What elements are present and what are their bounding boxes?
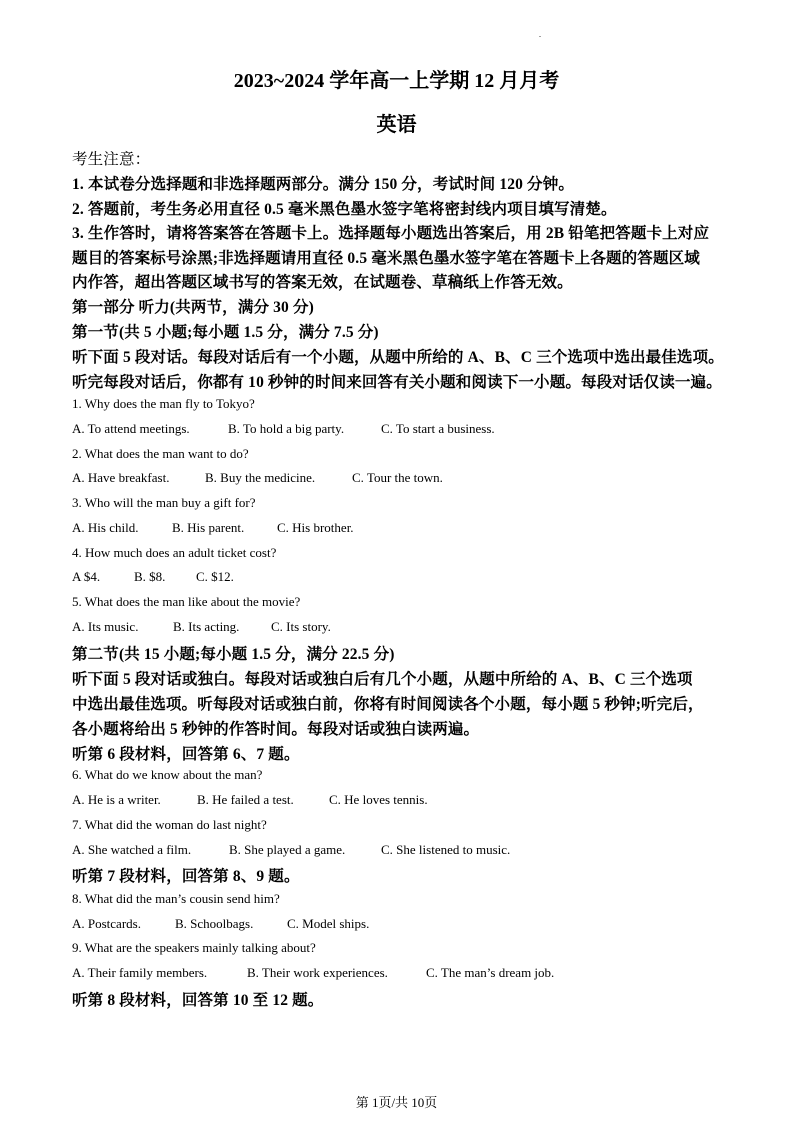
q7-option-a: A. She watched a film.: [72, 842, 192, 857]
section2-heading: 第二节(共 15 小题;每小题 1.5 分，满分 22.5 分): [72, 646, 395, 663]
page-footer: 第 1页/共 10页: [355, 1095, 438, 1110]
q2-option-a: A. Have breakfast.: [72, 470, 170, 485]
question-6: 6. What do we know about the man?: [72, 767, 263, 782]
notice-item-1: 1. 本试卷分选择题和非选择题两部分。满分 150 分，考试时间 120 分钟。: [72, 176, 575, 193]
section2-instructions-line-3: 各小题将给出 5 秒钟的作答时间。每段对话或独白读两遍。: [72, 721, 480, 738]
corner-dot: .: [539, 30, 541, 39]
question-8: 8. What did the man’s cousin send him?: [72, 891, 280, 906]
section1-instructions-line-1: 听下面 5 段对话。每段对话后有一个小题，从题中所给的 A、B、C 三个选项中选出最佳选项。: [72, 349, 724, 366]
q7-option-b: B. She played a game.: [229, 842, 346, 857]
part1-heading: 第一部分 听力(共两节，满分 30 分): [72, 299, 314, 316]
notice-heading: 考生注意：: [72, 151, 151, 168]
question-3: 3. Who will the man buy a gift for?: [72, 495, 256, 510]
q9-option-c: C. The man’s dream job.: [426, 965, 555, 980]
q6-option-b: B. He failed a test.: [197, 792, 294, 807]
section2-instructions-line-2: 中选出最佳选项。听每段对话或独白前，你将有时间阅读各个小题，每小题 5 秒钟;听完后，: [72, 696, 704, 713]
notice-item-3-line-1: 3. 生作答时，请将答案答在答题卡上。选择题每小题选出答案后，用 2B 铅笔把答题卡上对应: [72, 225, 710, 242]
material-8-heading: 听第 8 段材料，回答第 10 至 12 题。: [72, 992, 324, 1009]
notice-item-3-line-2: 题目的答案标号涂黑;非选择题请用直径 0.5 毫米黑色墨水签字笔在答题卡上各题的答题区域: [72, 250, 700, 267]
exam-title: 2023~2024 学年高一上学期 12 月月考: [233, 70, 560, 92]
q8-option-a: A. Postcards.: [72, 916, 141, 931]
section1-instructions-line-2: 听完每段对话后，你都有 10 秒钟的时间来回答有关小题和阅读下一小题。每段对话仅读一遍。: [72, 374, 722, 391]
q3-option-a: A. His child.: [72, 520, 139, 535]
q6-option-c: C. He loves tennis.: [329, 792, 428, 807]
q2-option-b: B. Buy the medicine.: [205, 470, 316, 485]
q6-option-a: A. He is a writer.: [72, 792, 161, 807]
notice-item-3-line-3: 内作答，超出答题区域书写的答案无效，在试题卷、草稿纸上作答无效。: [72, 274, 573, 291]
subject-title: 英语: [376, 114, 417, 136]
q1-option-a: A. To attend meetings.: [72, 421, 190, 436]
q5-option-c: C. Its story.: [271, 619, 331, 634]
q4-option-a: A $4.: [72, 569, 101, 584]
question-7: 7. What did the woman do last night?: [72, 817, 267, 832]
q5-option-b: B. Its acting.: [173, 619, 240, 634]
q4-option-c: C. $12.: [196, 569, 234, 584]
material-6-heading: 听第 6 段材料，回答第 6、7 题。: [72, 746, 300, 763]
q7-option-c: C. She listened to music.: [381, 842, 511, 857]
question-9: 9. What are the speakers mainly talking about?: [72, 940, 316, 955]
q4-option-b: B. $8.: [134, 569, 166, 584]
q5-option-a: A. Its music.: [72, 619, 139, 634]
q1-option-c: C. To start a business.: [381, 421, 495, 436]
q8-option-b: B. Schoolbags.: [175, 916, 254, 931]
q1-option-b: B. To hold a big party.: [228, 421, 345, 436]
q8-option-c: C. Model ships.: [287, 916, 370, 931]
material-7-heading: 听第 7 段材料，回答第 8、9 题。: [72, 868, 300, 885]
notice-item-2: 2. 答题前，考生务必用直径 0.5 毫米黑色墨水签字笔将密封线内项目填写清楚。: [72, 201, 617, 218]
question-5: 5. What does the man like about the movie?: [72, 594, 301, 609]
q3-option-c: C. His brother.: [277, 520, 354, 535]
question-1: 1. Why does the man fly to Tokyo?: [72, 396, 255, 411]
section1-heading: 第一节(共 5 小题;每小题 1.5 分，满分 7.5 分): [72, 324, 379, 341]
question-2: 2. What does the man want to do?: [72, 446, 249, 461]
q3-option-b: B. His parent.: [172, 520, 245, 535]
section2-instructions-line-1: 听下面 5 段对话或独白。每段对话或独白后有几个小题，从题中所给的 A、B、C 三个选项: [72, 671, 693, 688]
q9-option-b: B. Their work experiences.: [247, 965, 388, 980]
question-4: 4. How much does an adult ticket cost?: [72, 545, 277, 560]
q2-option-c: C. Tour the town.: [352, 470, 443, 485]
q9-option-a: A. Their family members.: [72, 965, 208, 980]
